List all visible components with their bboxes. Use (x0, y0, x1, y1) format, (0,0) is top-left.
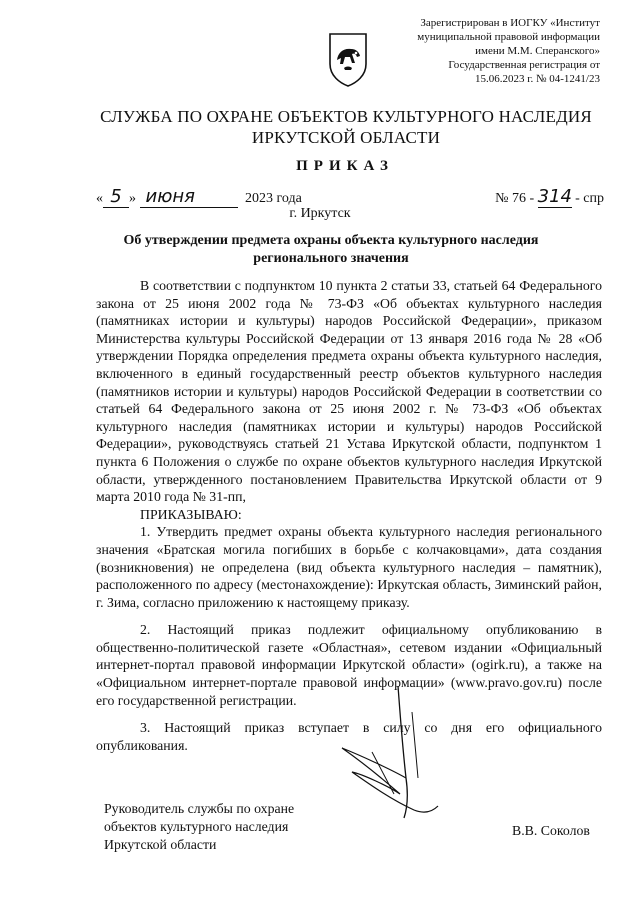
signer-position (104, 800, 294, 854)
order-item: 2. Настоящий приказ подлежит официальному опубликованию в общественно-политической газете «Областная», сетевом издании «Официальный интернет-портал правовой информации Иркутской области» (ogirk.ru), а также на «Официальном интернет-портале правовой информации» (www.pravo.gov.ru) после его государственной регистрации. (96, 622, 602, 708)
date-open-quote: « (96, 191, 103, 206)
coat-of-arms-icon (326, 30, 370, 88)
signer-position-line: Руководитель службы по охране (104, 801, 295, 816)
signer-position-line: объектов культурного наследия (104, 819, 289, 834)
number-prefix: № 76 - (495, 191, 535, 206)
order-date (96, 186, 302, 208)
order-item: 1. Утвердить предмет охраны объекта культурного наследия регионального значения «Братская могила погибших в борьбе с колчаковцами», дата создания (возникновения) не определена (вид объекта культурного наследия – памятник), расположенного по адресу (местонахождение): Иркутская область, Зиминский район, г. Зима, согласно приложению к настоящему приказу. (96, 524, 602, 610)
order-item: 3. Настоящий приказ вступает в силу со дня его официального опубликования. (96, 720, 602, 753)
registration-line: 15.06.2023 г. № 04-1241/23 (475, 73, 600, 85)
date-close-quote: » (129, 191, 136, 206)
registration-line: имени М.М. Сперанского» (475, 45, 600, 57)
signer-name: В.В. Соколов (512, 823, 590, 838)
registration-line: Государственная регистрация от (448, 59, 600, 71)
registration-line: муниципальной правовой информации (417, 31, 600, 43)
date-year: 2023 года (245, 191, 302, 206)
registration-line: Зарегистрирован в ИОГКУ «Институт (420, 17, 600, 29)
organization-name (60, 106, 632, 148)
order-subject (96, 232, 566, 268)
order-number (495, 186, 604, 208)
number-suffix: - спр (575, 191, 604, 206)
date-month: июня (145, 186, 195, 207)
document-type: ПРИКАЗ (296, 158, 394, 174)
subject-line: регионального значения (253, 251, 409, 266)
organization-line: СЛУЖБА ПО ОХРАНЕ ОБЪЕКТОВ КУЛЬТУРНОГО НАСЛЕДИЯ (100, 107, 592, 126)
handwritten-signature (332, 682, 452, 832)
order-word: ПРИКАЗЫВАЮ: (140, 506, 242, 522)
number-handwritten: 314 (537, 186, 572, 207)
preamble-paragraph: В соответствии с подпунктом 10 пункта 2 статьи 33, статьей 64 Федерального закона от 25 июня 2002 года № 73-ФЗ «Об объектах культурного наследия (памятниках истории и культуры) народов Российской Федерации», приказом Министерства культуры Российской Федерации от 13 января 2016 года № 28 «Об утверждении Порядка определения предмета охраны объекта культурного наследия, включенного в единый государственный реестр объектов культурного наследия (памятников истории и культуры) народов Российской Федерации в соответствии со статьей 64 Федерального закона от 25 июня 2002 г. № 73-ФЗ «Об объектах культурного наследия (памятниках истории и культуры) народов Российской Федерации», руководствуясь статьей 21 Устава Иркутской области, подпунктом 1 пункта 6 Положения о службе по охране объектов культурного наследия Иркутской области, утвержденного постановлением Правительства Иркутской области от 9 марта 2010 года № 31-пп, (96, 278, 602, 505)
organization-line: ИРКУТСКОЙ ОБЛАСТИ (251, 128, 441, 147)
subject-line: Об утверждении предмета охраны объекта культурного наследия (123, 233, 539, 248)
city: г. Иркутск (289, 206, 351, 221)
registration-stamp (388, 16, 600, 86)
signer-position-line: Иркутской области (104, 837, 217, 852)
date-day: 5 (110, 186, 122, 207)
